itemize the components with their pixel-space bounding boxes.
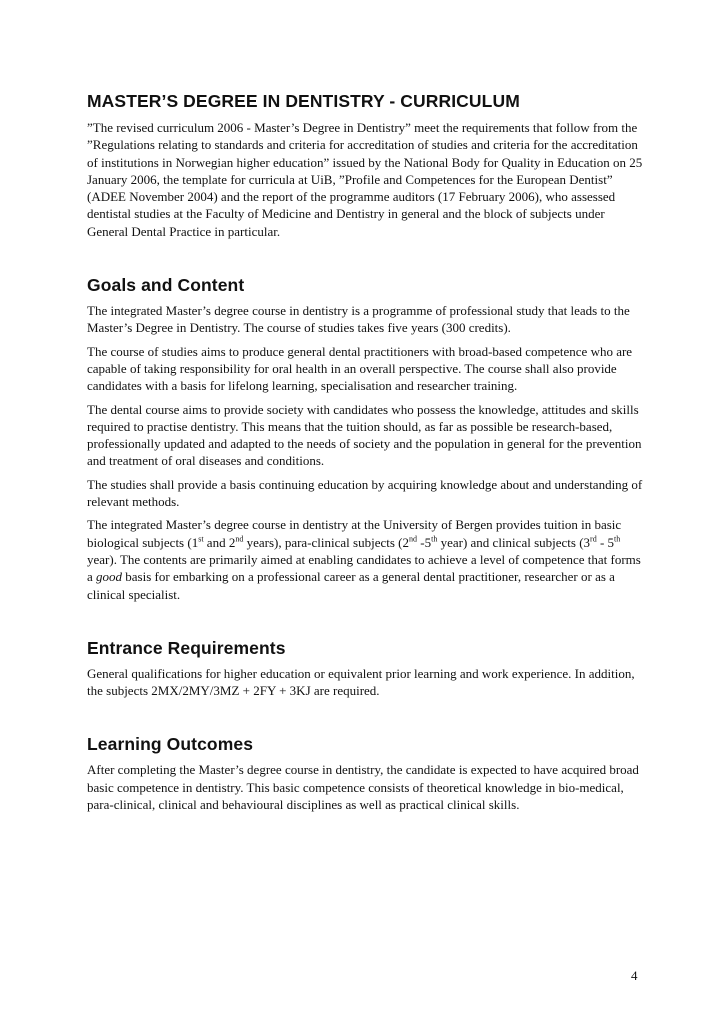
superscript: nd	[235, 534, 244, 544]
text-run: basis for embarking on a professional career as a general dental practitioner, researcher or as a clinical specialist.	[87, 569, 615, 602]
section-learning-outcomes	[87, 733, 647, 813]
text-run: year). The contents are primarily aimed at enabling candidates to achieve a level of competence that forms a	[87, 551, 641, 585]
goals-paragraph-4: The studies shall provide a basis continuing education by acquiring knowledge about and understanding of relevant methods.	[87, 476, 643, 510]
section-goals-and-content	[87, 274, 647, 603]
document-title: MASTER’S DEGREE IN DENTISTRY - CURRICULUM	[87, 91, 520, 111]
text-run: and 2	[203, 534, 236, 550]
section-heading-entrance: Entrance Requirements	[87, 637, 286, 658]
text-run: year) and clinical subjects (3	[437, 534, 591, 550]
section-heading-outcomes: Learning Outcomes	[87, 734, 254, 755]
section-spacer	[87, 609, 647, 637]
superscript: nd	[409, 534, 418, 544]
section-heading-goals: Goals and Content	[87, 275, 245, 296]
document-body	[87, 90, 647, 819]
intro-paragraph: ”The revised curriculum 2006 - Master’s Degree in Dentistry” meet the requirements that follow from the ”Regulations relating to standards and criteria for accreditation of studies and criteria for the accreditation of institutions in Norwegian higher education” issued by the National Body for Quality in Education on 25 January 2006, the template for curricula at UiB, ”Profile and Competences for the European Dentist” (ADEE November 2004) and the report of the programme auditors (17 February 2006), who assessed dentistal studies at the Faculty of Medicine and Dentistry in general and the block of subjects under General Dental Practice in particular.	[87, 120, 643, 239]
section-entrance-requirements	[87, 637, 647, 700]
outcomes-paragraph-1: After completing the Master’s degree course in dentistry, the candidate is expected to have acquired broad basic competence in dentistry. This basic competence consists of theoretical knowledge in bio-medical, para-clinical, clinical and behavioural disciplines as well as practical clinical skills.	[87, 762, 639, 813]
superscript: th	[431, 534, 438, 544]
page-number: 4	[631, 968, 638, 983]
section-spacer	[87, 705, 647, 733]
entrance-paragraph-1: General qualifications for higher education or equivalent prior learning and work experience. In addition, the subjects 2MX/2MY/3MZ + 2FY + 3KJ are required.	[87, 665, 635, 699]
text-run: The integrated Master’s degree course in dentistry at the University of Bergen provides tuition in basic biological subjects (1	[87, 517, 622, 550]
superscript: th	[614, 534, 621, 544]
text-run: - 5	[596, 534, 615, 550]
goals-paragraph-2: The course of studies aims to produce general dental practitioners with broad-based competence who are capable of taking responsibility for oral health in an overall perspective. The course shall also provide candidates with a basis for lifelong learning, specialisation and researcher training.	[87, 343, 633, 394]
goals-paragraph-5	[87, 516, 647, 602]
goals-paragraph-1: The integrated Master’s degree course in dentistry is a programme of professional study that leads to the Master’s Degree in Dentistry. The course of studies takes five years (300 credits).	[87, 303, 630, 336]
text-run: -5	[417, 534, 432, 550]
section-spacer	[87, 246, 647, 274]
goals-paragraph-3: The dental course aims to provide society with candidates who possess the knowledge, attitudes and skills required to practise dentistry. This means that the tuition should, as far as possible be research-based, professionally updated and adapted to the needs of society and the population in general for the prevention and treatment of oral diseases and conditions.	[87, 401, 642, 469]
emphasis-text: good	[96, 569, 123, 585]
superscript: rd	[590, 534, 597, 544]
superscript: st	[198, 534, 204, 544]
text-run: years), para-clinical subjects (2	[243, 534, 410, 550]
